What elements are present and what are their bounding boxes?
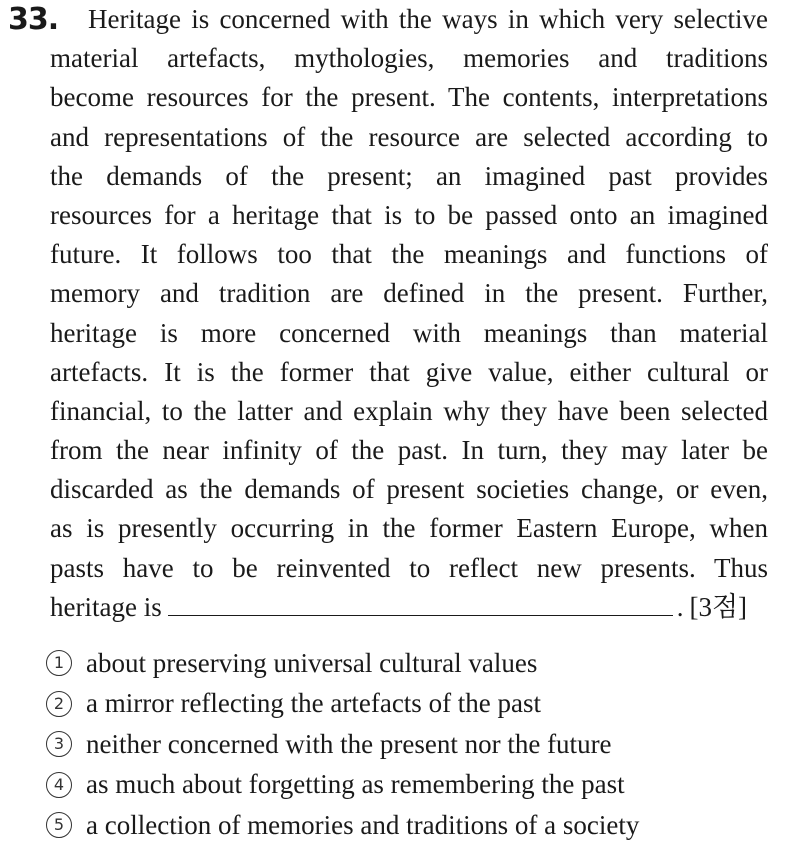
- blank-end-punctuation: .: [676, 591, 684, 622]
- answer-blank: [168, 593, 673, 616]
- option-2[interactable]: [46, 684, 786, 725]
- passage-line: material artefacts, mythologies, memories and traditions: [50, 43, 768, 74]
- blank-lead-text: heritage is: [50, 591, 162, 622]
- option-4[interactable]: [46, 765, 786, 806]
- passage-line: financial, to the latter and explain why they have been selected: [50, 395, 768, 426]
- answer-options: [46, 643, 786, 846]
- passage-line: and representations of the resource are selected according to: [50, 121, 768, 152]
- passage-line: the demands of the present; an imagined past provides: [50, 160, 768, 191]
- passage-line: memory and tradition are defined in the present. Further,: [50, 278, 768, 309]
- option-5[interactable]: [46, 805, 786, 846]
- blank-sentence-line: [50, 588, 768, 627]
- option-4-marker: 4: [46, 772, 72, 798]
- passage-line: Heritage is concerned with the ways in which very selective: [88, 4, 768, 34]
- option-3-text: neither concerned with the present nor the future: [86, 728, 612, 759]
- passage-line: artefacts. It is the former that give value, either cultural or: [50, 356, 768, 387]
- option-1[interactable]: [46, 643, 786, 684]
- option-5-text: a collection of memories and traditions of a society: [86, 809, 640, 840]
- passage-line: from the near infinity of the past. In turn, they may later be: [50, 435, 768, 466]
- passage: [50, 0, 768, 627]
- passage-line: discarded as the demands of present societies change, or even,: [50, 474, 768, 505]
- option-1-marker: 1: [46, 650, 72, 676]
- option-3-marker: 3: [46, 731, 72, 757]
- passage-line: as is presently occurring in the former Eastern Europe, when: [50, 513, 768, 544]
- option-2-marker: 2: [46, 691, 72, 717]
- option-1-text: about preserving universal cultural values: [86, 647, 538, 678]
- passage-line: become resources for the present. The contents, interpretations: [50, 82, 768, 113]
- passage-line: future. It follows too that the meanings and functions of: [50, 239, 768, 270]
- question-number: 33.: [8, 2, 59, 37]
- option-3[interactable]: [46, 724, 786, 765]
- option-2-text: a mirror reflecting the artefacts of the past: [86, 688, 542, 719]
- points-label: [3점]: [689, 591, 748, 622]
- option-5-marker: 5: [46, 812, 72, 838]
- passage-line: heritage is more concerned with meanings than material: [50, 317, 768, 348]
- passage-line: resources for a heritage that is to be passed onto an imagined: [50, 199, 768, 230]
- option-4-text: as much about forgetting as remembering the past: [86, 769, 625, 800]
- passage-line: pasts have to be reinvented to reflect new presents. Thus: [50, 552, 768, 583]
